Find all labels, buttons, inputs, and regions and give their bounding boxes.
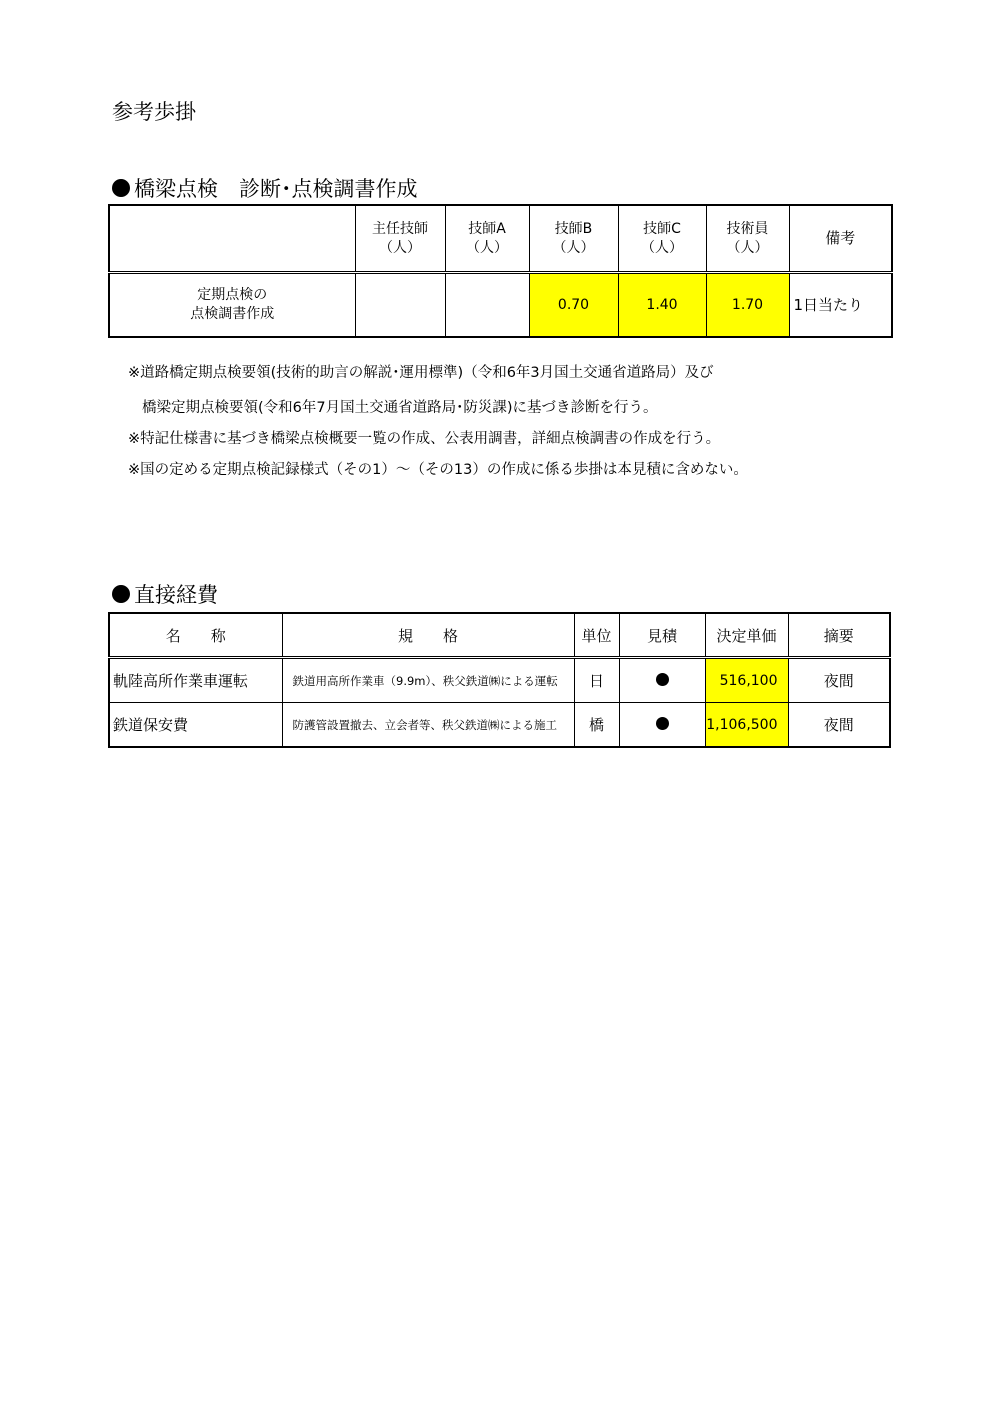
section-title-inspection xyxy=(112,173,418,203)
cost-unit-price: 1,106,500 xyxy=(705,703,788,748)
cost-unit: 日 xyxy=(574,658,619,703)
note-line: ※道路橋定期点検要領(技術的助言の解説･運用標準)（令和6年3月国土交通省道路局）及び xyxy=(128,365,714,381)
cost-unit-price: 516,100 xyxy=(705,658,788,703)
bullet-icon xyxy=(112,179,130,197)
value-technician: 1.70 xyxy=(706,273,789,338)
value-remarks: 1日当たり xyxy=(789,273,892,338)
value-engineer-a xyxy=(445,273,529,338)
note-line: 橋梁定期点検要領(令和6年7月国土交通省道路局･防災課)に基づき診断を行う。 xyxy=(142,400,658,416)
header-engineer-c: 技師C （人） xyxy=(618,205,706,273)
header-engineer-a: 技師A （人） xyxy=(445,205,529,273)
bullet-icon xyxy=(112,585,130,603)
header-name: 名 称 xyxy=(109,613,282,658)
header-remarks: 備考 xyxy=(789,205,892,273)
row-name: 定期点検の 点検調書作成 xyxy=(109,273,355,338)
section-title-text: 直接経費 xyxy=(134,583,218,607)
table-row xyxy=(109,273,892,338)
header-unit: 単位 xyxy=(574,613,619,658)
cost-estimate xyxy=(619,703,705,748)
header-cell-blank xyxy=(109,205,355,273)
value-engineer-c: 1.40 xyxy=(618,273,706,338)
cost-name: 鉄道保安費 xyxy=(109,703,282,748)
cost-spec: 防護管設置撤去、立会者等、秩父鉄道㈱による施工 xyxy=(282,703,574,748)
cost-remark: 夜間 xyxy=(788,658,890,703)
header-spec: 規 格 xyxy=(282,613,574,658)
header-unit-price: 決定単価 xyxy=(705,613,788,658)
value-chief-engineer xyxy=(355,273,445,338)
inspection-labor-table xyxy=(108,204,893,338)
note-line: ※特記仕様書に基づき橋梁点検概要一覧の作成、公表用調書，詳細点検調書の作成を行う。 xyxy=(128,431,721,447)
header-chief-engineer: 主任技師 （人） xyxy=(355,205,445,273)
note-line: ※国の定める定期点検記録様式（その1）～（その13）の作成に係る歩掛は本見積に含めない。 xyxy=(128,462,748,478)
table-row xyxy=(109,658,890,703)
value-engineer-b: 0.70 xyxy=(529,273,618,338)
cost-estimate xyxy=(619,658,705,703)
header-engineer-b: 技師B （人） xyxy=(529,205,618,273)
page-title: 参考歩掛 xyxy=(112,100,196,124)
cost-name: 軌陸高所作業車運転 xyxy=(109,658,282,703)
table-row xyxy=(109,703,890,748)
table-header-row xyxy=(109,613,890,658)
section-title-direct-costs xyxy=(112,579,218,609)
table-header-row xyxy=(109,205,892,273)
header-technician: 技術員 （人） xyxy=(706,205,789,273)
header-remark: 摘要 xyxy=(788,613,890,658)
cost-unit: 橋 xyxy=(574,703,619,748)
cost-remark: 夜間 xyxy=(788,703,890,748)
direct-costs-table xyxy=(108,612,891,748)
filled-circle-icon xyxy=(656,717,669,730)
cost-spec: 鉄道用高所作業車（9.9m）、秩父鉄道㈱による運転 xyxy=(282,658,574,703)
header-estimate: 見積 xyxy=(619,613,705,658)
filled-circle-icon xyxy=(656,673,669,686)
section-title-text: 橋梁点検 診断･点検調書作成 xyxy=(134,177,418,201)
